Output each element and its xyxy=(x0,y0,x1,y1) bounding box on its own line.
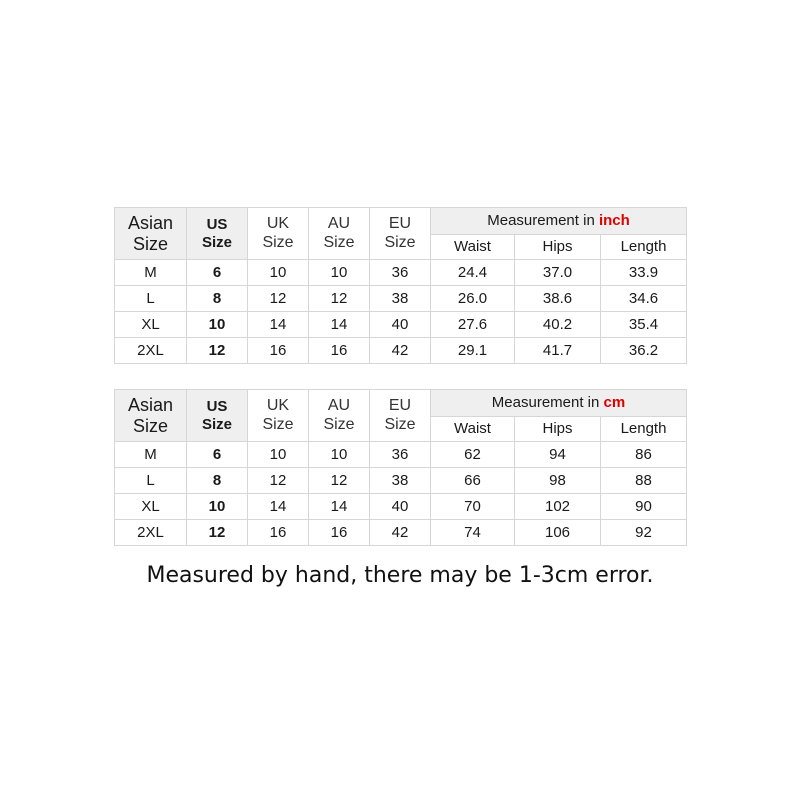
cell-asian: L xyxy=(115,286,187,312)
cell-eu: 38 xyxy=(370,286,431,312)
cell-uk: 12 xyxy=(248,468,309,494)
cell-waist: 70 xyxy=(431,494,515,520)
cell-waist: 26.0 xyxy=(431,286,515,312)
header-us-size xyxy=(187,208,248,260)
header-eu-size xyxy=(370,390,431,442)
table-row xyxy=(115,520,687,546)
cell-waist: 74 xyxy=(431,520,515,546)
header-asian-size-line2: Size xyxy=(132,233,168,254)
cell-length: 36.2 xyxy=(601,338,687,364)
cell-uk: 16 xyxy=(248,338,309,364)
measurement-note: Measured by hand, there may be 1-3cm error. xyxy=(146,563,654,588)
header-length: Length xyxy=(601,417,687,442)
cell-uk: 10 xyxy=(248,442,309,468)
cell-hips: 98 xyxy=(515,468,601,494)
cell-asian: M xyxy=(115,260,187,286)
header-us-size-line1: US xyxy=(206,216,228,234)
header-eu-size-line2: Size xyxy=(384,233,416,251)
header-asian-size-line1: Asian xyxy=(127,394,174,415)
cell-length: 86 xyxy=(601,442,687,468)
cell-length: 92 xyxy=(601,520,687,546)
header-asian-size-line1: Asian xyxy=(127,212,174,233)
cell-au: 10 xyxy=(309,442,370,468)
cell-hips: 102 xyxy=(515,494,601,520)
cell-hips: 41.7 xyxy=(515,338,601,364)
cell-hips: 38.6 xyxy=(515,286,601,312)
cell-uk: 12 xyxy=(248,286,309,312)
header-asian-size-line2: Size xyxy=(132,415,168,436)
cell-waist: 66 xyxy=(431,468,515,494)
measurement-prefix: Measurement in xyxy=(487,212,599,230)
header-uk-size-line1: UK xyxy=(266,215,290,233)
cell-eu: 38 xyxy=(370,468,431,494)
header-measurement-inch xyxy=(431,208,687,235)
header-eu-size xyxy=(370,208,431,260)
measurement-unit: inch xyxy=(598,212,630,230)
measurement-unit: cm xyxy=(603,394,626,412)
cell-waist: 62 xyxy=(431,442,515,468)
header-us-size xyxy=(187,390,248,442)
table-row xyxy=(115,442,687,468)
header-measurement-cm xyxy=(431,390,687,417)
cell-waist: 24.4 xyxy=(431,260,515,286)
cell-us: 6 xyxy=(187,442,248,468)
cell-length: 90 xyxy=(601,494,687,520)
cell-length: 33.9 xyxy=(601,260,687,286)
cell-length: 34.6 xyxy=(601,286,687,312)
table-row xyxy=(115,338,687,364)
cell-us: 6 xyxy=(187,260,248,286)
cell-us: 10 xyxy=(187,494,248,520)
cell-asian: 2XL xyxy=(115,338,187,364)
cell-waist: 29.1 xyxy=(431,338,515,364)
cell-us: 12 xyxy=(187,520,248,546)
cell-hips: 94 xyxy=(515,442,601,468)
table-row xyxy=(115,494,687,520)
header-au-size xyxy=(309,390,370,442)
cell-us: 10 xyxy=(187,312,248,338)
header-au-size xyxy=(309,208,370,260)
cell-au: 16 xyxy=(309,520,370,546)
header-au-size-line1: AU xyxy=(327,397,351,415)
cell-au: 12 xyxy=(309,468,370,494)
header-au-size-line2: Size xyxy=(323,415,355,433)
cell-us: 8 xyxy=(187,468,248,494)
cell-au: 10 xyxy=(309,260,370,286)
cell-eu: 42 xyxy=(370,520,431,546)
header-waist: Waist xyxy=(431,235,515,260)
cell-uk: 14 xyxy=(248,494,309,520)
header-asian-size xyxy=(115,390,187,442)
cell-eu: 42 xyxy=(370,338,431,364)
measurement-prefix: Measurement in xyxy=(491,394,604,412)
cell-uk: 14 xyxy=(248,312,309,338)
header-uk-size-line1: UK xyxy=(266,397,290,415)
cell-us: 8 xyxy=(187,286,248,312)
table-row xyxy=(115,312,687,338)
table-row xyxy=(115,468,687,494)
header-eu-size-line1: EU xyxy=(388,397,412,415)
cell-au: 14 xyxy=(309,312,370,338)
header-us-size-line2: Size xyxy=(201,233,232,251)
cell-asian: L xyxy=(115,468,187,494)
header-hips: Hips xyxy=(515,235,601,260)
header-asian-size xyxy=(115,208,187,260)
cell-eu: 36 xyxy=(370,442,431,468)
size-chart-cm-table xyxy=(114,389,687,546)
cell-asian: XL xyxy=(115,494,187,520)
size-chart-inch-table xyxy=(114,207,687,364)
cell-us: 12 xyxy=(187,338,248,364)
header-hips: Hips xyxy=(515,417,601,442)
cell-hips: 40.2 xyxy=(515,312,601,338)
cell-uk: 16 xyxy=(248,520,309,546)
cell-length: 35.4 xyxy=(601,312,687,338)
cell-waist: 27.6 xyxy=(431,312,515,338)
header-us-size-line1: US xyxy=(206,398,228,416)
header-waist: Waist xyxy=(431,417,515,442)
header-length: Length xyxy=(601,235,687,260)
table-row xyxy=(115,260,687,286)
cell-au: 14 xyxy=(309,494,370,520)
header-eu-size-line1: EU xyxy=(388,215,412,233)
cell-hips: 106 xyxy=(515,520,601,546)
header-eu-size-line2: Size xyxy=(384,415,416,433)
cell-asian: M xyxy=(115,442,187,468)
header-au-size-line2: Size xyxy=(323,233,355,251)
cell-asian: XL xyxy=(115,312,187,338)
cell-eu: 40 xyxy=(370,494,431,520)
cell-length: 88 xyxy=(601,468,687,494)
header-uk-size xyxy=(248,208,309,260)
header-us-size-line2: Size xyxy=(201,415,232,433)
header-uk-size-line2: Size xyxy=(262,415,294,433)
cell-asian: 2XL xyxy=(115,520,187,546)
cell-eu: 36 xyxy=(370,260,431,286)
cell-uk: 10 xyxy=(248,260,309,286)
cell-au: 12 xyxy=(309,286,370,312)
cell-eu: 40 xyxy=(370,312,431,338)
table-row xyxy=(115,286,687,312)
header-uk-size-line2: Size xyxy=(262,233,294,251)
header-au-size-line1: AU xyxy=(327,215,351,233)
header-uk-size xyxy=(248,390,309,442)
cell-au: 16 xyxy=(309,338,370,364)
cell-hips: 37.0 xyxy=(515,260,601,286)
